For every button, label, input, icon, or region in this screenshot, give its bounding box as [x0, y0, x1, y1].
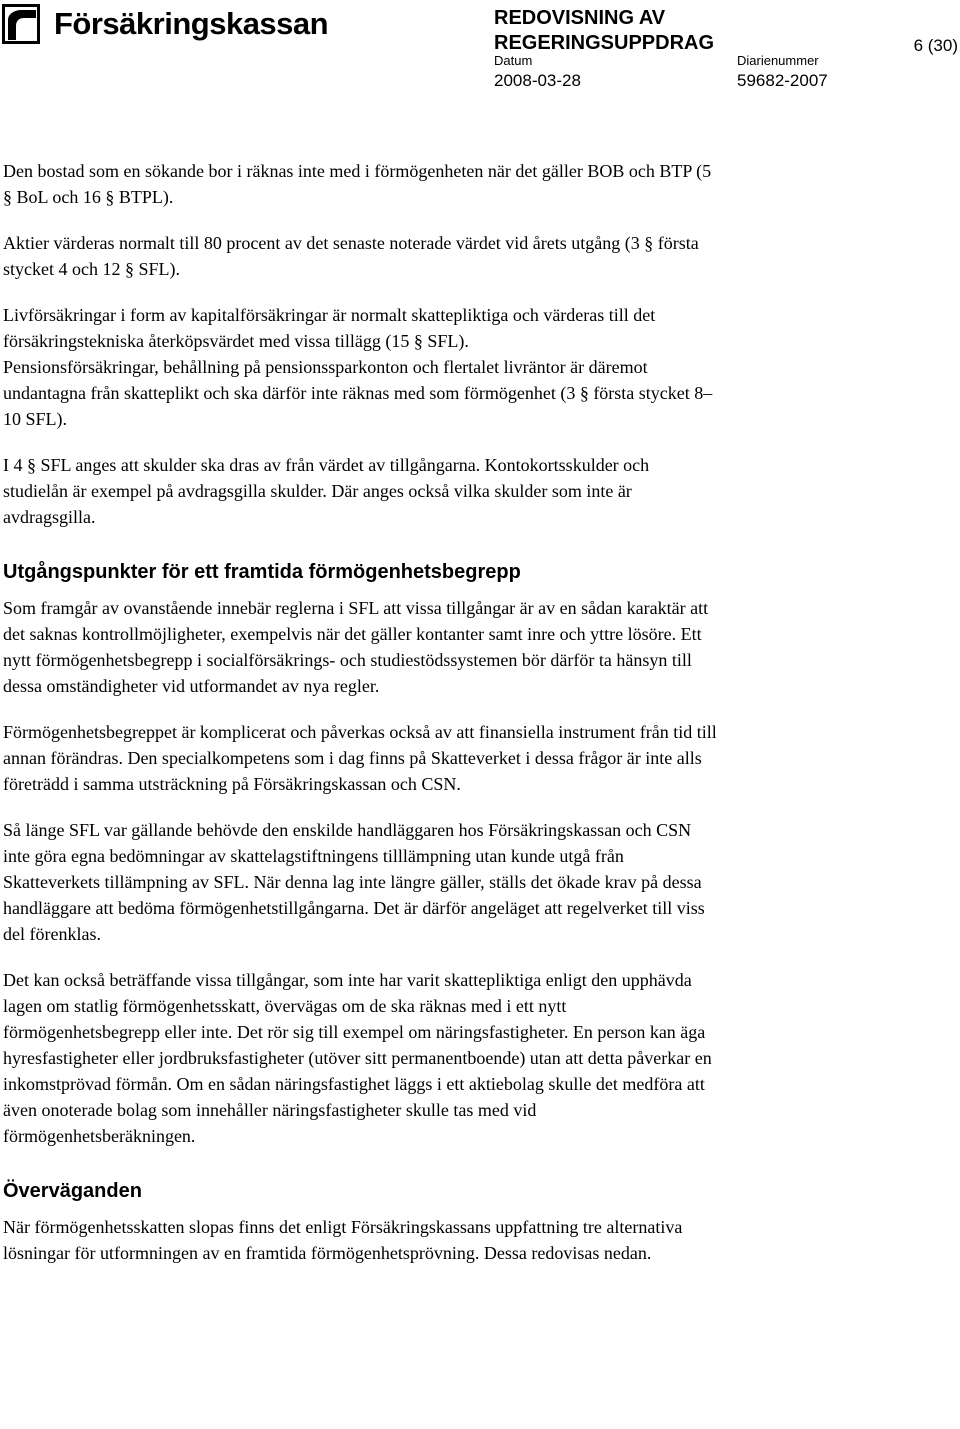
page-number: 6 (30) [913, 36, 958, 55]
org-name: Försäkringskassan [54, 6, 329, 41]
paragraph: När förmögenhetsskatten slopas finns det enligt Försäkringskassans uppfattning tre alternativa lösningar för utformningen av en framtida förmögenhetsprövning. Dessa redovisas nedan. [3, 1217, 683, 1263]
paragraph: Förmögenhetsbegreppet är komplicerat och påverkas också av att finansiella instrument från tid till annan förändras. Den specialkompetens som i dag finns på Skatteverket i dessa frågor är inte alls företrädd i samma utsträckning på Försäkringskassan och CSN. [3, 722, 717, 794]
paragraph: Pensionsförsäkringar, behållning på pensionssparkonton och flertalet livräntor är däremot undantagna från skatteplikt och ska därför inte räknas med som förmögenhet (3 § första stycket 8–10 SFL). [3, 357, 713, 429]
logo [2, 2, 328, 46]
document-type [494, 6, 714, 56]
paragraph: Så länge SFL var gällande behövde den enskilde handläggaren hos Försäkringskassan och CSN inte göra egna bedömningar av skattelagstiftningens tilllämpning utan kunde utgå från Skatteverkets tillämpning av SFL. När denna lag inte längre gäller, ställs det ökade krav på dessa handläggare att bedöma förmögenhetstillgångarna. Det är därför angeläget att regelverket till viss del förenklas. [3, 820, 705, 944]
document-type-line-2: REGERINGSUPPDRAG [494, 32, 715, 54]
date-label: Datum [494, 53, 533, 68]
document-type-line-1: REDOVISNING AV [494, 7, 666, 29]
section-heading: Överväganden [3, 1180, 142, 1202]
date-value: 2008-03-28 [494, 71, 581, 90]
paragraph: Livförsäkringar i form av kapitalförsäkringar är normalt skattepliktiga och värderas till det försäkringstekniska återköpsvärdet med vissa tillägg (15 § SFL). [3, 305, 656, 351]
section-heading: Utgångspunkter för ett framtida förmögenhetsbegrepp [3, 561, 521, 583]
paragraph: Den bostad som en sökande bor i räknas inte med i förmögenheten när det gäller BOB och BTP (5 § BoL och 16 § BTPL). [3, 161, 712, 207]
logo-mark-icon [2, 4, 40, 44]
document-body [3, 158, 718, 1286]
paragraph: I 4 § SFL anges att skulder ska dras av från värdet av tillgångarna. Kontokortsskulder och studielån är exempel på avdragsgilla skulder. Där anges också vilka skulder som inte är avdragsgilla. [3, 455, 650, 527]
paragraph: Som framgår av ovanstående innebär reglerna i SFL att vissa tillgångar är av en sådan karaktär att det saknas kontrollmöjligheter, exempelvis när det gäller kontanter samt inre och yttre lösöre. Ett nytt förmögenhetsbegrepp i socialförsäkrings- och studiestödssystemen bör därför ta hänsyn till dessa omständigheter vid utformandet av nya regler. [3, 598, 709, 696]
paragraph: Aktier värderas normalt till 80 procent av det senaste noterade värdet vid årets utgång (3 § första stycket 4 och 12 § SFL). [3, 233, 699, 279]
reference-value: 59682-2007 [737, 71, 828, 90]
paragraph: Det kan också beträffande vissa tillgångar, som inte har varit skattepliktiga enligt den upphävda lagen om statlig förmögenhetsskatt, övervägas om de ska räknas med i ett nytt förmögenhetsbegrepp eller inte. Det rör sig till exempel om näringsfastigheter. En person kan äga hyresfastigheter eller jordbruksfastigheter (utöver sitt permanentboende) utan att detta påverkar en inkomstprövad förmån. Om en sådan näringsfastighet läggs i ett aktiebolag skulle det medföra att även onoterade bolag som innehåller näringsfastigheter skulle tas med vid förmögenhetsberäkningen. [3, 970, 712, 1146]
reference-label: Diarienummer [737, 53, 819, 68]
